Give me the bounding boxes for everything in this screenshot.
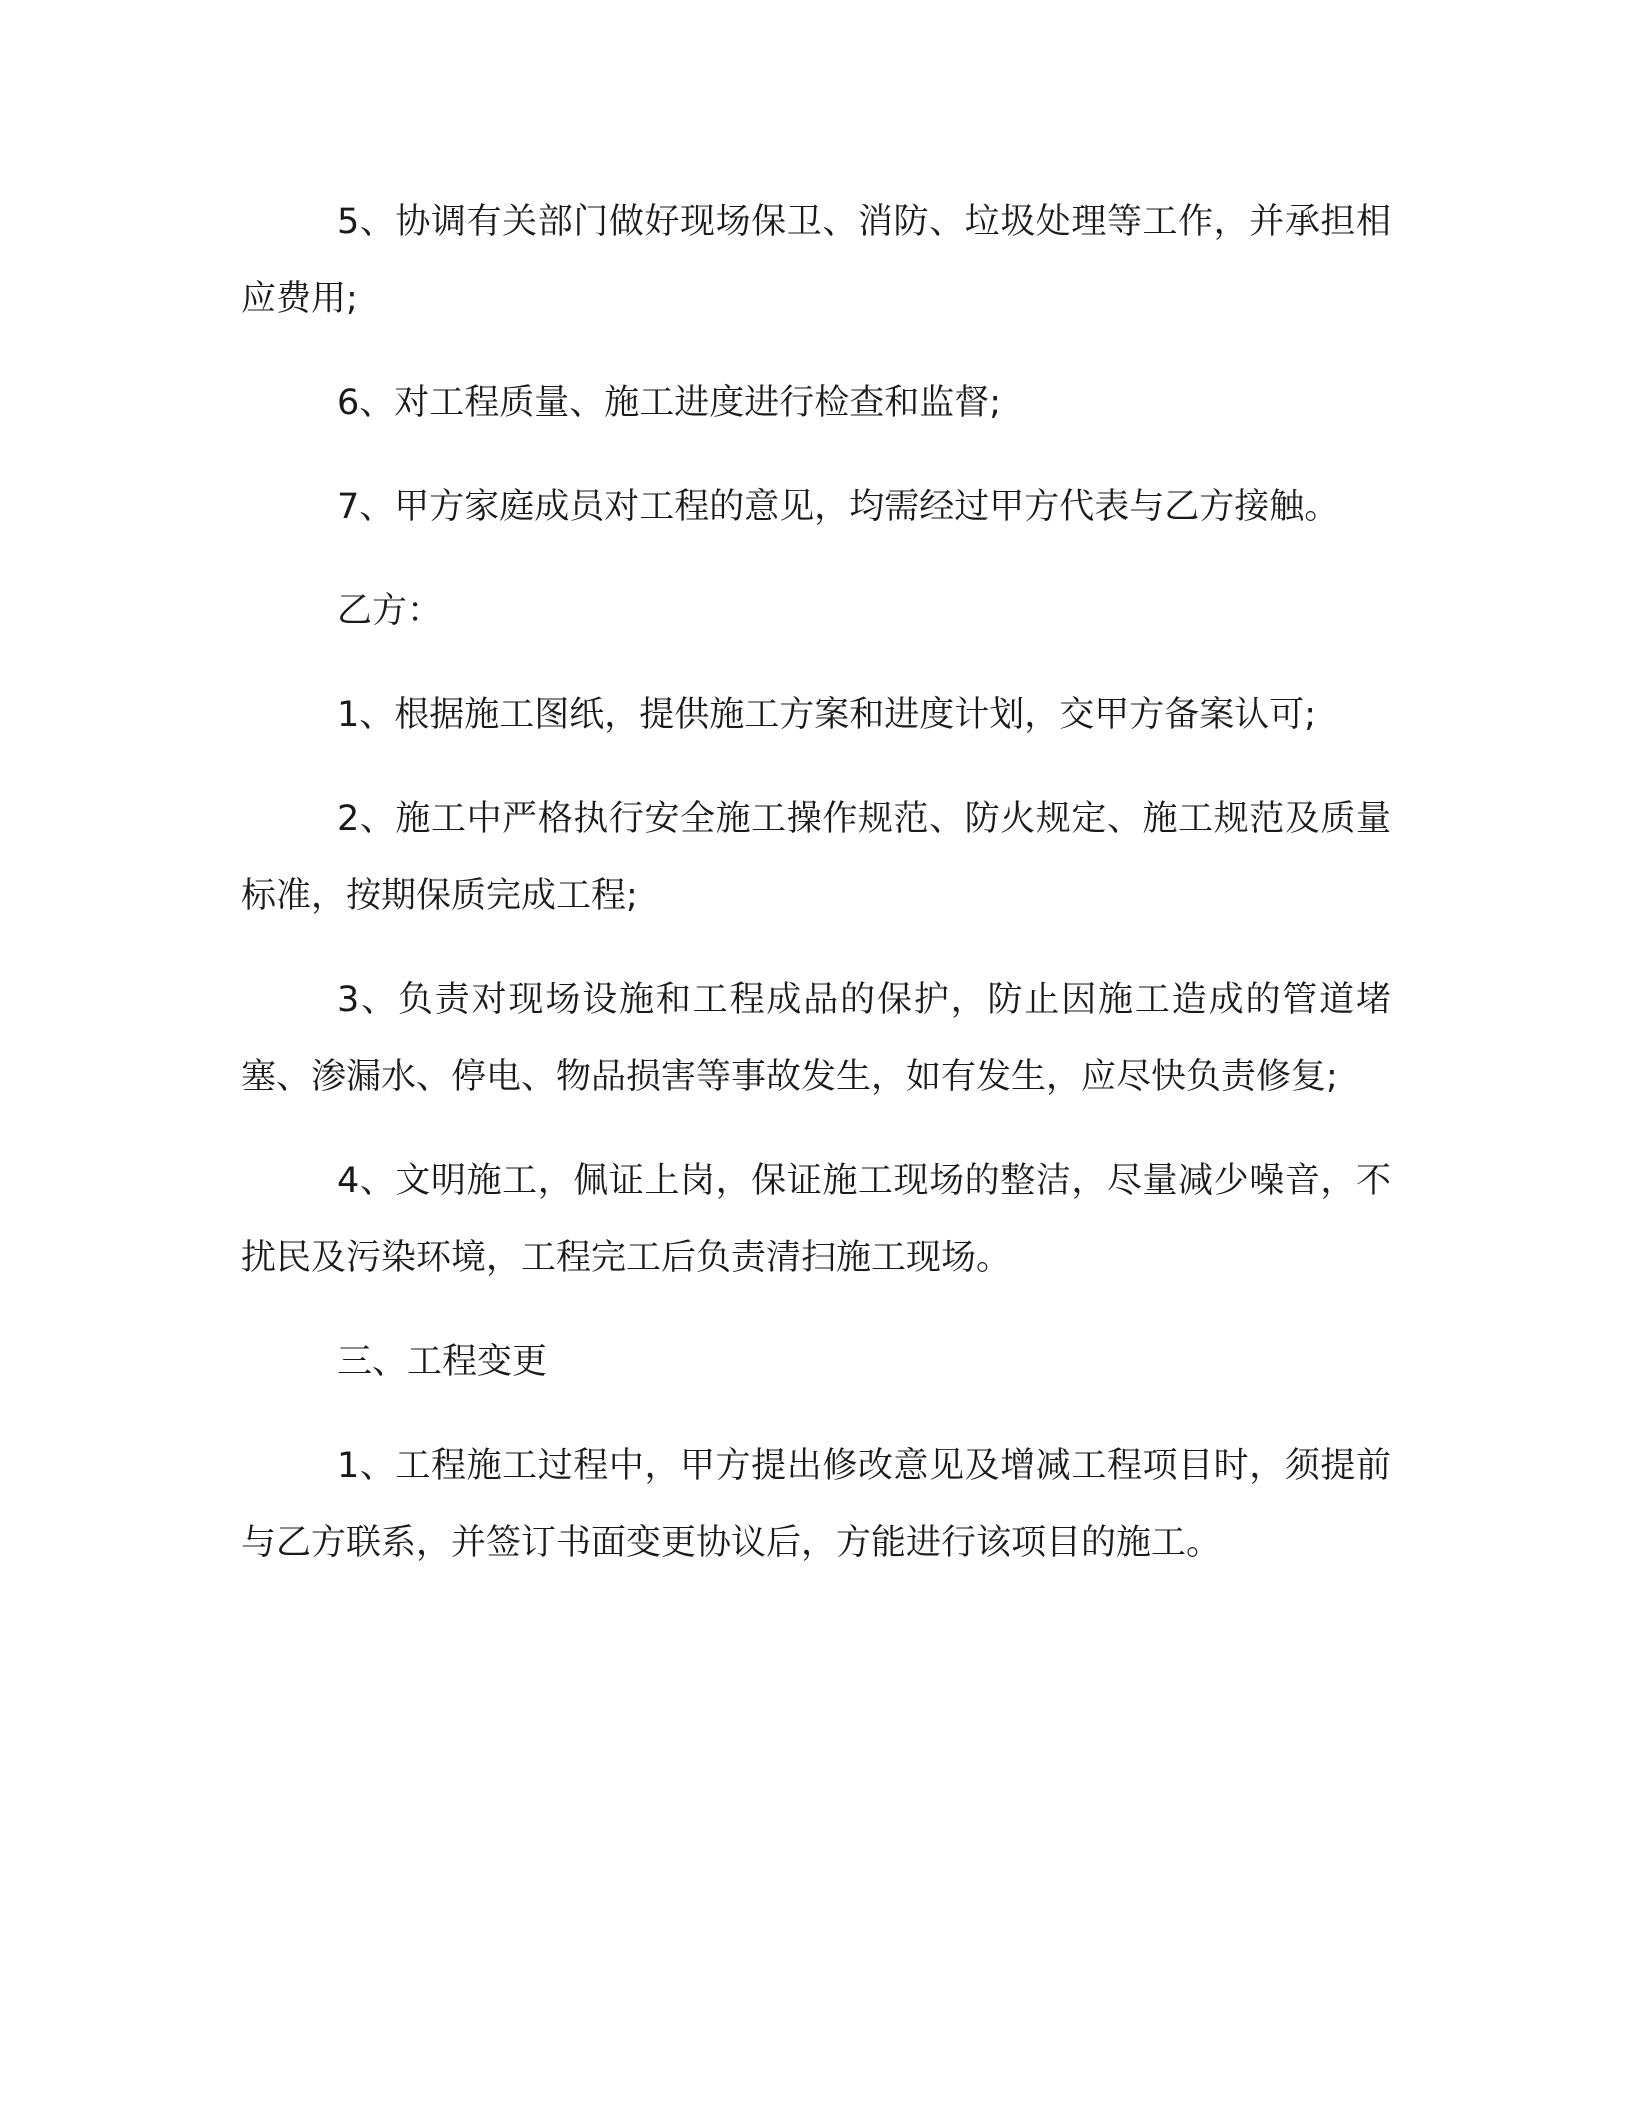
paragraph-changes-item-1: 1、工程施工过程中，甲方提出修改意见及增减工程项目时，须提前与乙方联系，并签订书面变更协议后，方能进行该项目的施工。 <box>241 1446 1391 1563</box>
paragraph-party-b-item-1: 1、根据施工图纸，提供施工方案和进度计划，交甲方备案认可; <box>337 695 1317 735</box>
section-heading-project-changes: 三、工程变更 <box>337 1342 548 1382</box>
paragraph-party-b-item-2: 2、施工中严格执行安全施工操作规范、防火规定、施工规范及质量标准，按期保质完成工程; <box>241 799 1391 916</box>
section-heading-party-b: 乙方： <box>337 591 443 631</box>
paragraph-party-a-item-5: 5、协调有关部门做好现场保卫、消防、垃圾处理等工作，并承担相应费用; <box>241 202 1391 319</box>
paragraph-party-a-item-7: 7、甲方家庭成员对工程的意见，均需经过甲方代表与乙方接触。 <box>337 487 1340 527</box>
paragraph-party-b-item-4: 4、文明施工，佩证上岗，保证施工现场的整洁，尽量减少噪音，不扰民及污染环境，工程完工后负责清扫施工现场。 <box>241 1161 1391 1278</box>
document-body <box>241 184 1391 1582</box>
paragraph-party-b-item-3: 3、负责对现场设施和工程成品的保护，防止因施工造成的管道堵塞、渗漏水、停电、物品损害等事故发生，如有发生，应尽快负责修复; <box>241 980 1391 1097</box>
paragraph-party-a-item-6: 6、对工程质量、施工进度进行检查和监督; <box>337 383 1002 423</box>
